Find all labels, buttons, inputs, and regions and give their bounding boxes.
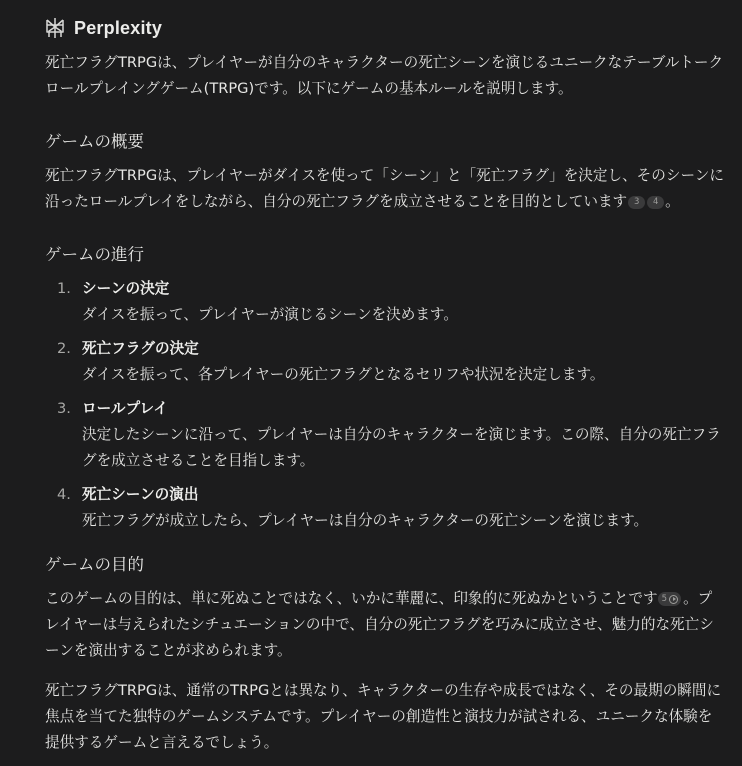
closing-paragraph: 死亡フラグTRPGは、通常のTRPGとは異なり、キャラクターの生存や成長ではなく、その最期の瞬間に焦点を当てた独特のゲームシステムです。プレイヤーの創造性と演技力が試される、ユニークな体験を提供するゲームと言えるでしょう。	[45, 682, 722, 751]
play-icon	[669, 595, 678, 604]
citation-badge[interactable]: 3	[628, 196, 645, 209]
citation-badge[interactable]: 4	[647, 196, 664, 209]
step-number: 1.	[57, 280, 71, 297]
progress-steps-list	[45, 276, 725, 534]
overview-paragraph	[45, 163, 725, 215]
citation-badge[interactable]	[658, 592, 681, 606]
step-title: 死亡フラグの決定	[82, 340, 199, 357]
list-item	[45, 336, 725, 388]
overview-heading: ゲームの概要	[45, 132, 144, 151]
overview-text: 死亡フラグTRPGは、プレイヤーがダイスを使って「シーン」と「死亡フラグ」を決定し、そのシーンに沿ったロールプレイをしながら、自分の死亡フラグを成立させることを目的としています	[45, 167, 724, 210]
goal-heading: ゲームの目的	[45, 555, 144, 574]
list-item	[45, 396, 725, 474]
goal-paragraph	[45, 586, 725, 664]
progress-heading: ゲームの進行	[45, 245, 144, 264]
step-title: ロールプレイ	[82, 400, 168, 417]
citation-number: 5	[661, 594, 668, 604]
goal-text-1: このゲームの目的は、単に死ぬことではなく、いかに華麗に、印象的に死ぬかということです	[45, 590, 658, 607]
step-number: 3.	[57, 400, 71, 417]
overview-tail: 。	[665, 193, 680, 210]
intro-paragraph: 死亡フラグTRPGは、プレイヤーが自分のキャラクターの死亡シーンを演じるユニークなテーブルトークロールプレイングゲーム(TRPG)です。以下にゲームの基本ルールを説明します。	[45, 54, 724, 97]
answer-panel	[45, 14, 725, 756]
step-number: 2.	[57, 340, 71, 357]
step-title: シーンの決定	[82, 280, 170, 297]
step-title: 死亡シーンの演出	[82, 486, 199, 503]
step-description: ダイスを振って、各プレイヤーの死亡フラグとなるセリフや状況を決定します。	[82, 366, 605, 383]
brand-name: Perplexity	[74, 17, 163, 38]
step-description: 決定したシーンに沿って、プレイヤーは自分のキャラクターを演じます。この際、自分の死亡フラグを成立させることを目指します。	[82, 426, 721, 469]
source-header	[45, 14, 725, 42]
step-description: 死亡フラグが成立したら、プレイヤーは自分のキャラクターの死亡シーンを演じます。	[82, 512, 649, 529]
perplexity-logo-icon	[45, 17, 65, 39]
list-item	[45, 482, 725, 534]
step-number: 4.	[57, 486, 71, 503]
list-item	[45, 276, 725, 328]
goal-text-2: 。プレイヤーは与えられたシチュエーションの中で、自分の死亡フラグを巧みに成立させ、魅力的な死亡シーンを演出することが求められます。	[45, 590, 714, 659]
step-description: ダイスを振って、プレイヤーが演じるシーンを決めます。	[82, 306, 458, 323]
